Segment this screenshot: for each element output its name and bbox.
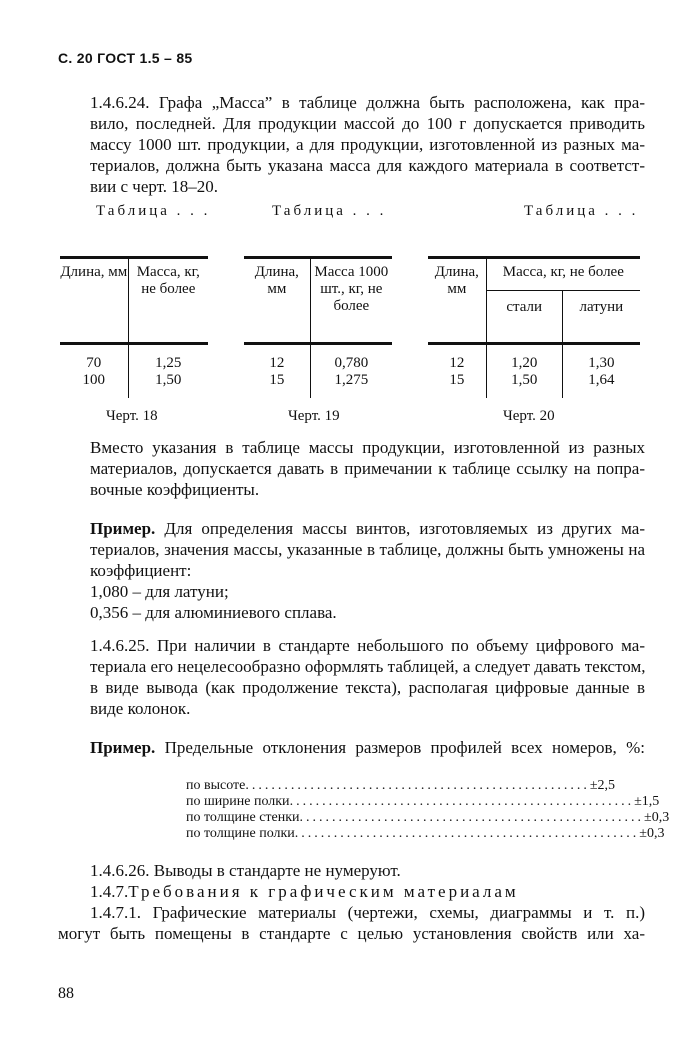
leader-dots: ..................................................... xyxy=(289,794,635,809)
example-label: Пример. xyxy=(90,738,156,757)
table-cell: 100 xyxy=(60,372,128,398)
deviation-label: по толщине полки xyxy=(186,826,295,841)
list-item: 0,356 – для алюминиевого сплава. xyxy=(90,603,337,622)
column-header-length: Длина, мм xyxy=(60,258,128,344)
figure-caption: Черт. 20 xyxy=(503,408,555,424)
example-2 xyxy=(90,737,645,758)
figure-caption: Черт. 18 xyxy=(106,408,158,424)
text-line: 1.4.7.1. Графические материалы (чертежи, схемы, диаграммы и т. п.) xyxy=(90,903,645,922)
paragraph-1-4-7-1-continued xyxy=(58,923,645,944)
deviation-label: по высоте xyxy=(186,778,246,793)
table-cell: 0,780 xyxy=(334,355,369,371)
table-cell: 12 xyxy=(244,344,310,373)
text-line: 1.4.6.26. Выводы в стандарте не нумеруют. xyxy=(90,861,401,880)
table-cell: 1,275 xyxy=(334,372,369,388)
deviation-row xyxy=(186,778,616,794)
figure-caption: Черт. 19 xyxy=(288,408,340,424)
leader-dots: ..................................................... xyxy=(294,826,640,841)
text-line: в виде вывода (как продолжение текста), располагая цифровые данные в xyxy=(90,678,645,697)
table-cell: 1,50 xyxy=(155,372,182,388)
text-line: массу 1000 шт. продукции, а для продукции, изготовленной из разных ма- xyxy=(90,135,645,154)
leader-dots: ..................................................... xyxy=(245,778,590,793)
column-header-steel: стали xyxy=(486,291,562,344)
text-line: териалов, значения массы, указанные в таблице, должны быть умножены на xyxy=(90,540,645,559)
text-line: виде колонок. xyxy=(90,699,191,718)
paragraph-coefficients xyxy=(90,437,645,500)
deviation-row xyxy=(186,810,670,826)
table-cell: 70 xyxy=(60,344,128,373)
text-line: вии с черт. 18–20. xyxy=(90,177,219,196)
deviation-list xyxy=(186,778,670,842)
deviation-label: по ширине полки xyxy=(186,794,290,809)
deviation-value: ±0,3 xyxy=(644,810,670,825)
example-label: Пример. xyxy=(90,519,156,538)
column-header-length: Длина, мм xyxy=(244,258,310,344)
deviation-row xyxy=(186,794,660,810)
table-cell: 15 xyxy=(244,372,310,398)
paragraph-1-4-6-25 xyxy=(90,635,645,719)
text-line: 1.4.6.25. При наличии в стандарте небольшого по объему цифрового ма- xyxy=(90,636,645,655)
section-number: 1.4.7. xyxy=(90,882,129,901)
deviation-label: по толщине стенки xyxy=(186,810,300,825)
text-line: териалов, должна быть указана масса для каждого материала в соответст- xyxy=(90,156,645,175)
table-fig-19 xyxy=(244,256,392,398)
table-caption: Таблица . . . xyxy=(96,203,211,219)
table-cell: 1,30 xyxy=(588,355,615,371)
column-header-brass: латуни xyxy=(579,299,624,315)
text-line: териала его нецелесообразно оформлять таблицей, а следует давать текстом, xyxy=(90,657,646,676)
table-cell: 1,50 xyxy=(486,372,562,398)
text-line: Вместо указания в таблице массы продукции, изготовленной из разных xyxy=(90,438,645,457)
table-caption: Таблица . . . xyxy=(524,203,639,219)
page-number: 88 xyxy=(58,985,74,1002)
deviation-value: ±0,3 xyxy=(639,826,665,841)
page-header: С. 20 ГОСТ 1.5 – 85 xyxy=(58,50,193,66)
text-line: Предельные отклонения размеров профилей всех номеров, %: xyxy=(155,738,645,757)
text-line: могут быть помещены в стандарте с целью установления свойств или ха- xyxy=(58,924,645,943)
text-line: вочные коэффициенты. xyxy=(90,480,260,499)
deviation-row xyxy=(186,826,665,842)
table-fig-18 xyxy=(60,256,208,398)
section-title: Требования к графическим материалам xyxy=(128,882,519,901)
column-header-length: Длина, мм xyxy=(428,258,486,344)
table-cell: 1,20 xyxy=(486,344,562,373)
deviation-value: ±1,5 xyxy=(634,794,660,809)
paragraph-1-4-6-26 xyxy=(90,860,645,923)
text-line: материалов, допускается давать в примечании к таблице ссылку на попра- xyxy=(90,459,645,478)
section-heading xyxy=(90,881,645,902)
table-caption: Таблица . . . xyxy=(272,203,387,219)
table-cell: 15 xyxy=(428,372,486,398)
table-fig-20 xyxy=(428,256,640,398)
list-item: 1,080 – для латуни; xyxy=(90,582,229,601)
text-line: 1.4.6.24. Графа „Масса” в таблице должна быть расположена, как пра- xyxy=(90,93,645,112)
leader-dots: ..................................................... xyxy=(299,810,645,825)
paragraph-1-4-6-24 xyxy=(90,92,645,197)
table-cell: 12 xyxy=(428,344,486,373)
table-cell: 1,64 xyxy=(588,372,615,388)
text-line: вило, последней. Для продукции массой до 100 г допускается приводить xyxy=(90,114,645,133)
table-cell: 1,25 xyxy=(155,355,182,371)
column-header-mass: Масса, кг, не более xyxy=(136,264,200,297)
deviation-value: ±2,5 xyxy=(589,778,616,793)
column-header-mass: Масса, кг, не более xyxy=(486,258,640,291)
column-header-mass-1000: Масса 1000 шт., кг, не более xyxy=(314,264,389,314)
example-1 xyxy=(90,518,645,623)
text-line: Для определения массы винтов, изготовляемых из других ма- xyxy=(155,519,645,538)
text-line: коэффициент: xyxy=(90,561,192,580)
